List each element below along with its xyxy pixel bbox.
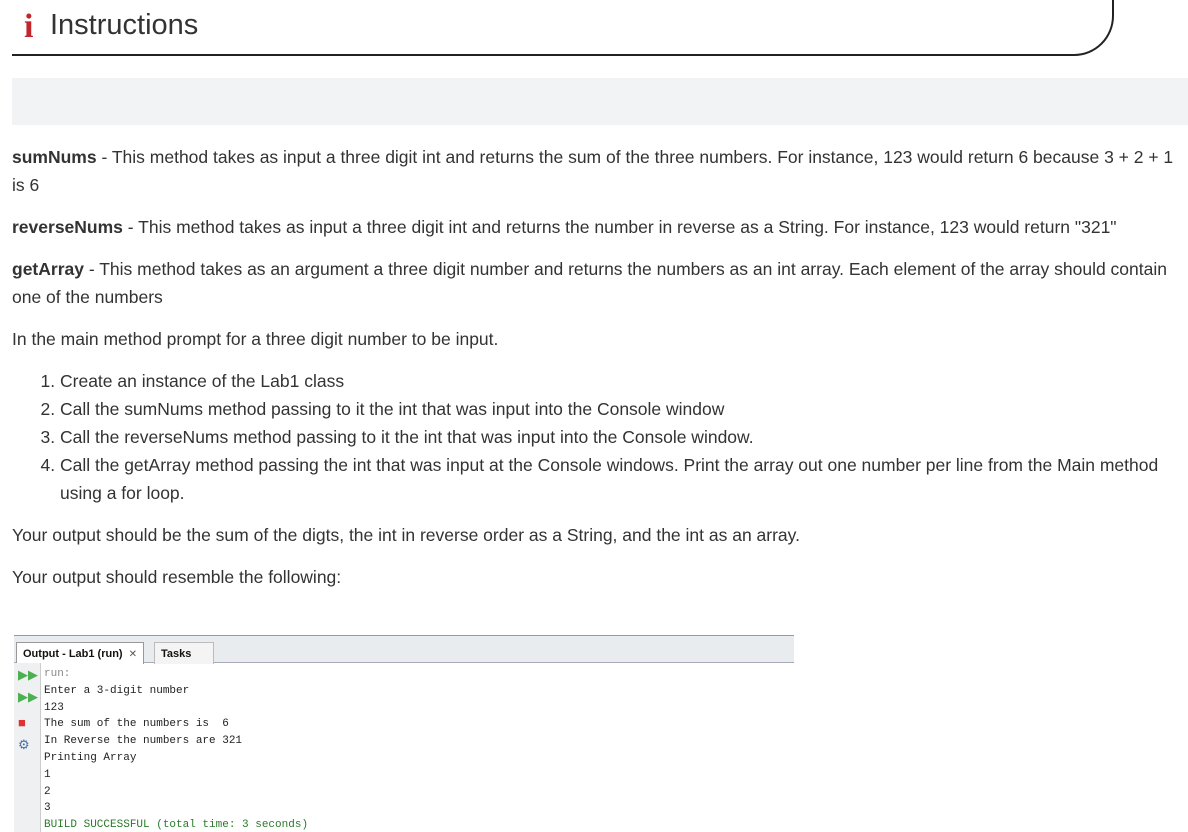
method-desc-getarray — [12, 255, 1182, 311]
steps-list — [12, 367, 1182, 507]
tab-output-label: Output - Lab1 (run) — [23, 648, 123, 660]
console-line: 1 — [44, 768, 51, 781]
close-icon[interactable]: ✕ — [128, 649, 137, 660]
tab-output[interactable] — [16, 642, 144, 664]
step-item: 3. Call the reverseNums method passing to it the int that was input into the Console window. — [60, 423, 1182, 451]
method-text: - This method takes as input a three digit int and returns the sum of the three numbers. For instance, 123 would return 6 because 3 + 2 + 1 is 6 — [12, 147, 1174, 195]
console-line: run: — [44, 668, 71, 680]
stop-icon[interactable]: ■ — [18, 715, 26, 730]
console-line: BUILD SUCCESSFUL (total time: 3 seconds) — [44, 819, 309, 832]
ide-tab-bar — [14, 636, 794, 663]
instructions-content — [12, 143, 1182, 605]
ide-output-screenshot — [14, 635, 794, 832]
tab-tasks-label: Tasks — [161, 648, 192, 660]
main-intro: In the main method prompt for a three digit number to be input. — [12, 329, 499, 349]
settings-icon[interactable]: ⚙ — [18, 737, 30, 752]
method-desc-reversenums — [12, 213, 1182, 241]
console-output — [44, 666, 308, 832]
tab-tasks[interactable] — [154, 642, 214, 664]
console-line: 2 — [44, 785, 51, 798]
method-name: reverseNums — [12, 217, 123, 237]
method-text: - This method takes as input a three digit int and returns the number in reverse as a String. For instance, 123 would return "321" — [122, 217, 1117, 237]
console-line: Printing Array — [44, 751, 137, 764]
rerun-icon[interactable]: ▶▶ — [18, 667, 38, 682]
page-title: Instructions — [50, 9, 199, 41]
console-line: 123 — [44, 701, 64, 714]
step-item: 2. Call the sumNums method passing to it the int that was input into the Console window — [60, 395, 1182, 423]
output-description: Your output should be the sum of the digts, the int in reverse order as a String, and the int as an array. — [12, 525, 800, 545]
console-gutter — [14, 663, 41, 832]
resemble-text: Your output should resemble the following: — [12, 567, 342, 587]
console-line: 3 — [44, 802, 51, 815]
rerun-with-args-icon[interactable]: ▶▶ — [18, 689, 38, 704]
instructions-header — [12, 0, 1114, 56]
method-name: sumNums — [12, 147, 97, 167]
method-text: - This method takes as an argument a three digit number and returns the numbers as an int array. Each element of the array should contain one of the numbers — [12, 259, 1167, 307]
console-line: Enter a 3-digit number — [44, 684, 190, 697]
console-line: The sum of the numbers is 6 — [44, 718, 229, 731]
console-line: In Reverse the numbers are 321 — [44, 735, 243, 748]
step-item: 4. Call the getArray method passing the int that was input at the Console windows. Print the array out one number per line from the Main method using a for loop. — [60, 451, 1182, 507]
method-name: getArray — [12, 259, 84, 279]
info-icon: i — [24, 8, 34, 45]
gray-banner — [12, 78, 1188, 125]
method-desc-sumnums — [12, 143, 1182, 199]
step-item: 1. Create an instance of the Lab1 class — [60, 367, 1182, 395]
